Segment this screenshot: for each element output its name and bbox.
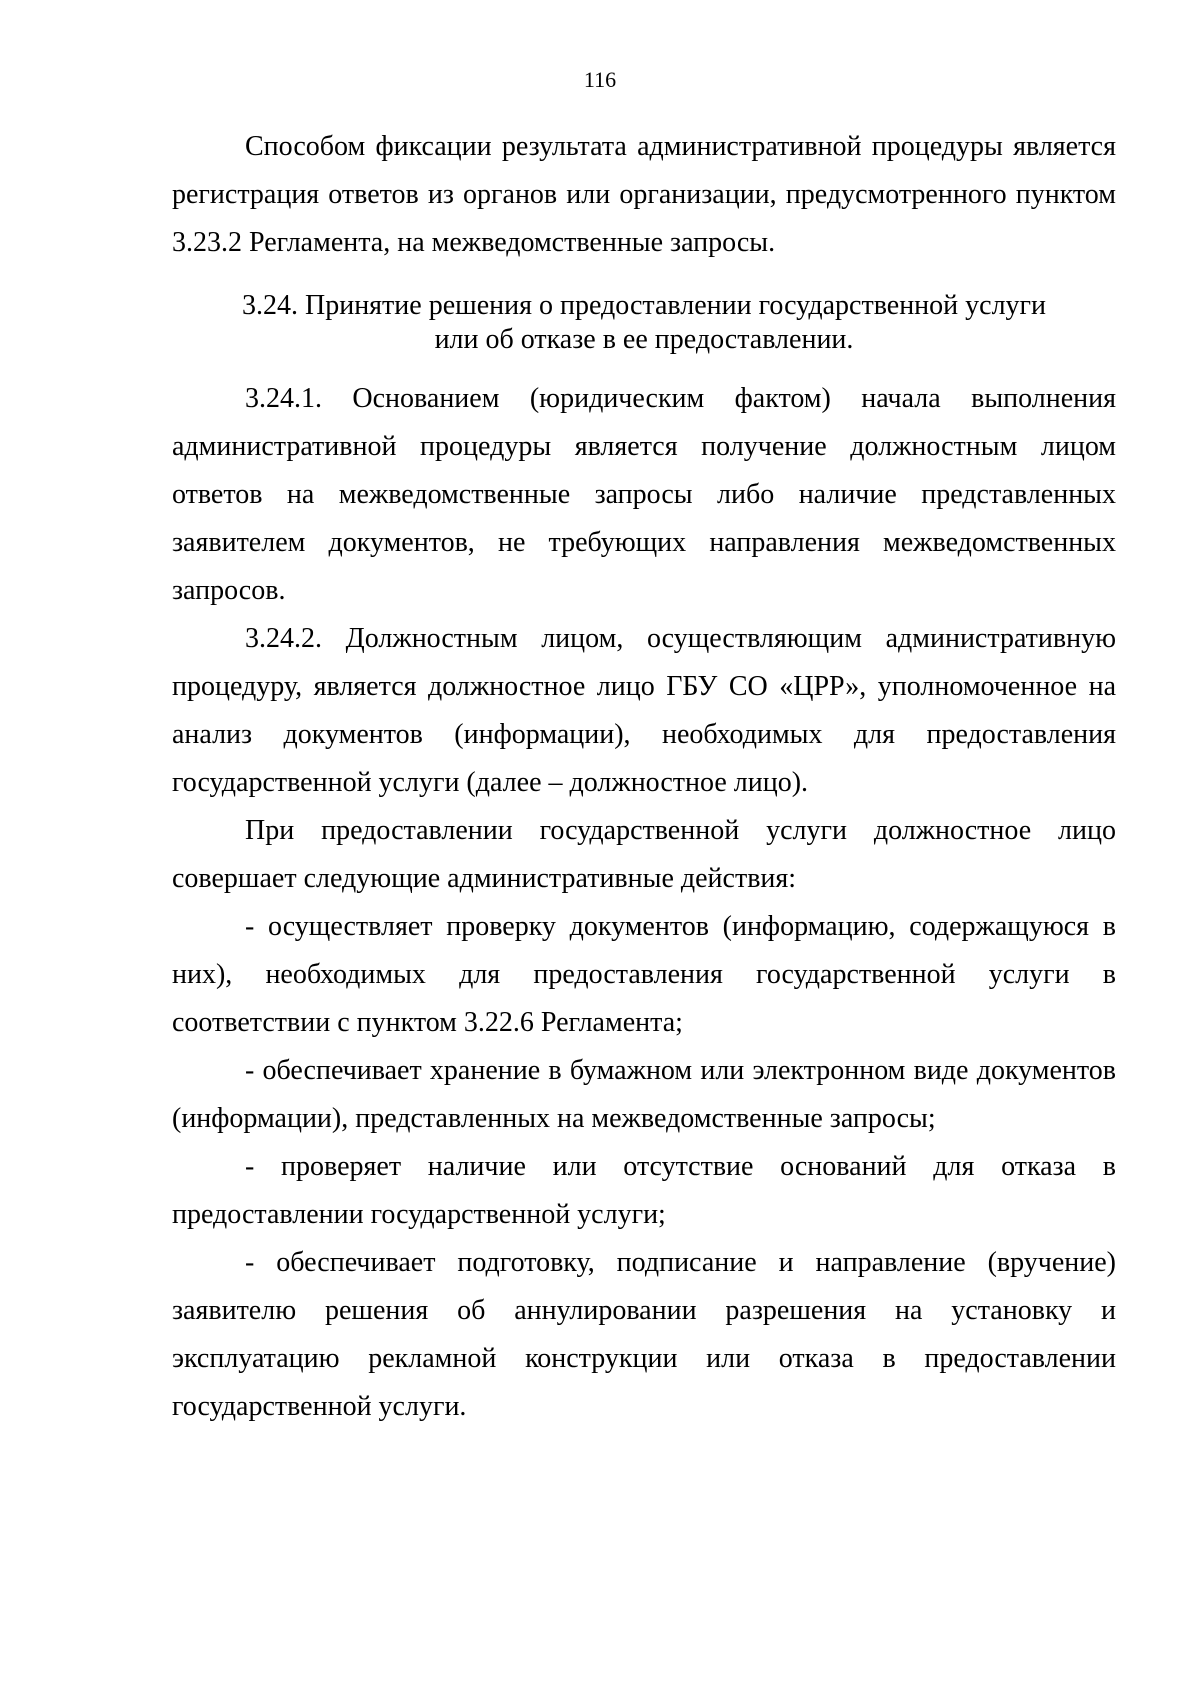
paragraph-3-24-2: 3.24.2. Должностным лицом, осуществляющим административную процедуру, является должностное лицо ГБУ СО «ЦРР», уполномоченное на анализ документов (информации), необходимых для предоставления государственной услуги (далее – должностное лицо). bbox=[172, 623, 1116, 798]
section-heading-line-2: или об отказе в ее предоставлении. bbox=[434, 324, 854, 355]
paragraph-fixation-method: Способом фиксации результата административной процедуры является регистрация ответов из органов или организации, предусмотренного пунктом 3.23.2 Регламента, на межведомственные запросы. bbox=[172, 131, 1116, 258]
section-heading-line-1: 3.24. Принятие решения о предоставлении государственной услуги bbox=[241, 290, 1047, 321]
list-item-storage: - обеспечивает хранение в бумажном или электронном виде документов (информации), представленных на межведомственные запросы; bbox=[172, 1055, 1116, 1134]
document-body bbox=[172, 123, 1116, 1431]
page-number: 116 bbox=[583, 67, 617, 92]
list-item-check-documents: - осуществляет проверку документов (информацию, содержащуюся в них), необходимых для предоставления государственной услуги в соответствии с пунктом 3.22.6 Регламента; bbox=[172, 911, 1116, 1038]
paragraph-3-24-1: 3.24.1. Основанием (юридическим фактом) начала выполнения административной процедуры является получение должностным лицом ответов на межведомственные запросы либо наличие представленных заявителем документов, не требующих направления межведомственных запросов. bbox=[172, 383, 1116, 606]
list-item-check-grounds: - проверяет наличие или отсутствие оснований для отказа в предоставлении государственной услуги; bbox=[172, 1151, 1116, 1230]
list-item-decision: - обеспечивает подготовку, подписание и направление (вручение) заявителю решения об аннулировании разрешения на установку и эксплуатацию рекламной конструкции или отказа в предоставлении государственной услуги. bbox=[172, 1247, 1116, 1422]
section-heading bbox=[172, 289, 1116, 357]
paragraph-actions-intro: При предоставлении государственной услуги должностное лицо совершает следующие административные действия: bbox=[172, 815, 1116, 894]
